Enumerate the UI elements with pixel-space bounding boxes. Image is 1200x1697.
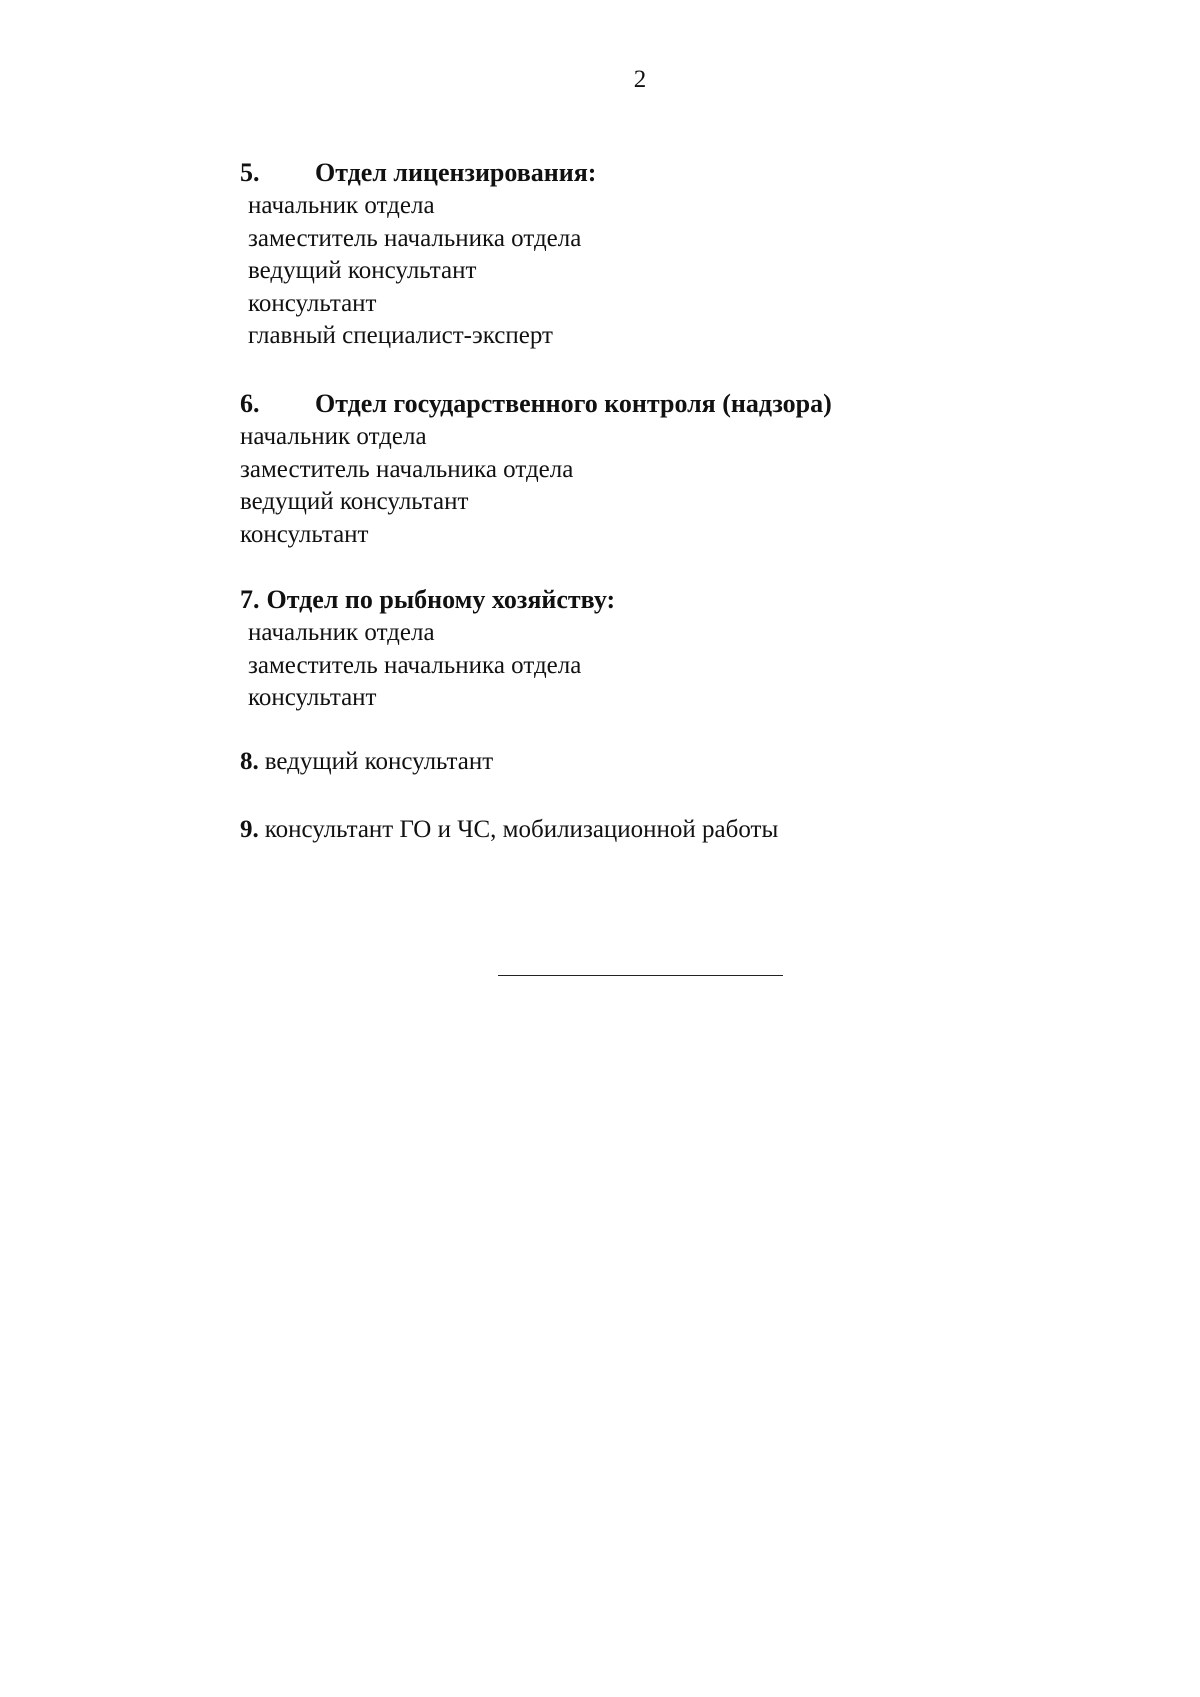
page-number: 2 <box>633 66 647 93</box>
position-list <box>240 421 832 551</box>
section-title: Отдел лицензирования: <box>315 158 597 187</box>
section-state-control <box>240 387 832 551</box>
position-item: начальник отдела <box>240 423 427 450</box>
position-item: заместитель начальника отдела <box>248 224 582 252</box>
entry-lead-consultant <box>240 748 493 776</box>
end-divider <box>498 975 783 976</box>
section-heading <box>240 387 832 421</box>
section-number: 5. <box>240 158 260 187</box>
position-item: консультант <box>240 520 369 548</box>
section-heading <box>240 156 596 190</box>
position-item: главный специалист-эксперт <box>248 322 553 349</box>
position-list <box>240 190 596 353</box>
position-item: ведущий консультант <box>240 488 469 515</box>
position-list <box>240 617 615 715</box>
section-number: 7. <box>240 585 260 614</box>
entry-civil-defense-consultant <box>240 816 778 844</box>
entry-number: 8. <box>240 748 259 775</box>
entry-text: консультант ГО и ЧС, мобилизационной работы <box>264 816 779 843</box>
position-item: ведущий консультант <box>248 257 477 284</box>
position-item: консультант <box>248 684 377 711</box>
section-fisheries <box>240 583 615 715</box>
section-number: 6. <box>240 389 260 418</box>
section-licensing <box>240 156 596 353</box>
entry-text: ведущий консультант <box>264 748 494 775</box>
position-item: начальник отдела <box>248 619 435 646</box>
position-item: начальник отдела <box>248 192 435 219</box>
position-item: заместитель начальника отдела <box>240 455 574 483</box>
position-item: заместитель начальника отдела <box>248 651 582 679</box>
section-title: Отдел государственного контроля (надзора) <box>315 389 832 418</box>
section-heading <box>240 583 615 617</box>
section-title: Отдел по рыбному хозяйству: <box>266 585 616 614</box>
position-item: консультант <box>248 289 377 317</box>
entry-number: 9. <box>240 816 259 843</box>
